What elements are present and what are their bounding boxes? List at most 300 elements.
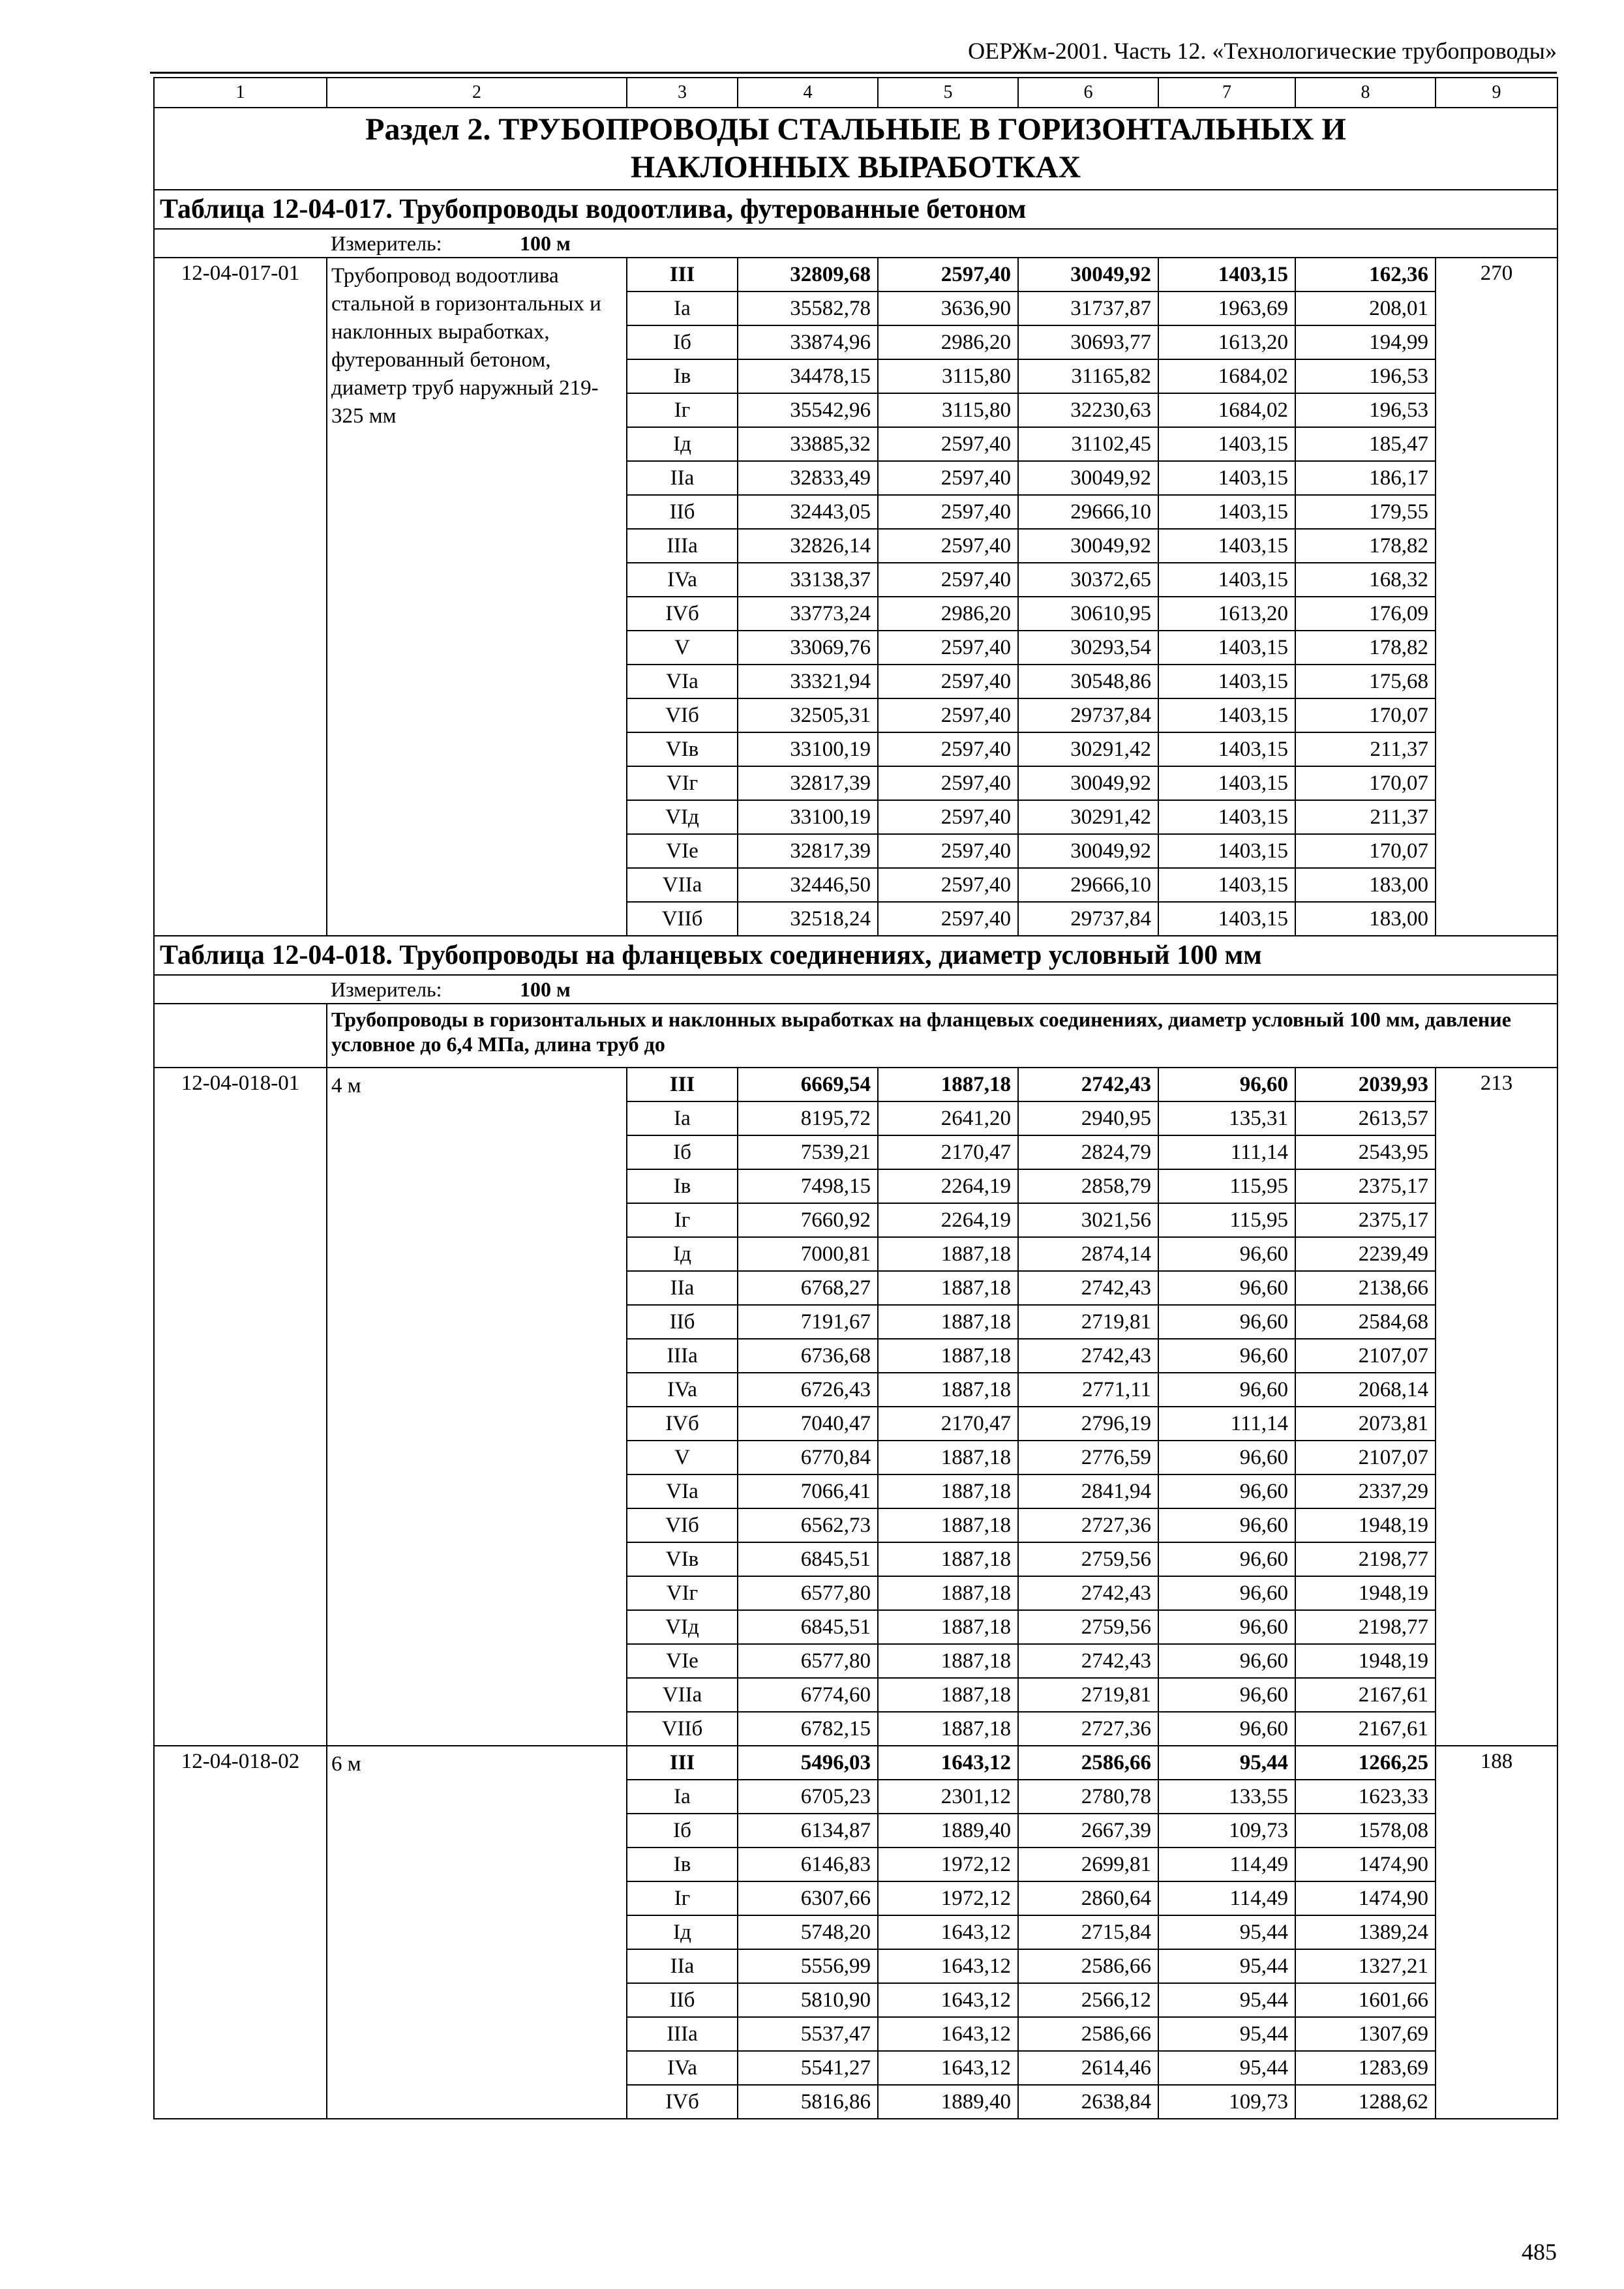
value-cell: 2742,43 xyxy=(1018,1068,1158,1101)
value-cell: 2543,95 xyxy=(1295,1135,1436,1169)
value-cell: 2597,40 xyxy=(878,665,1018,698)
value-cell: 2301,12 xyxy=(878,1780,1018,1814)
value-cell: 29666,10 xyxy=(1018,868,1158,902)
value-cell: 1948,19 xyxy=(1295,1644,1436,1678)
value-cell: 2039,93 xyxy=(1295,1068,1436,1101)
table1-unit-row xyxy=(154,229,1557,258)
value-cell: 1403,15 xyxy=(1158,461,1295,495)
value-cell: 2597,40 xyxy=(878,427,1018,461)
value-cell: 96,60 xyxy=(1158,1474,1295,1508)
value-cell: 35582,78 xyxy=(738,292,878,325)
value-cell: 111,14 xyxy=(1158,1135,1295,1169)
value-cell: 1327,21 xyxy=(1295,1949,1436,1983)
value-cell: 2597,40 xyxy=(878,902,1018,936)
value-cell: 2073,81 xyxy=(1295,1407,1436,1441)
zone-cell: Ia xyxy=(627,292,738,325)
value-cell: 6307,66 xyxy=(738,1881,878,1915)
value-cell: 5816,86 xyxy=(738,2085,878,2119)
value-cell: 211,37 xyxy=(1295,800,1436,834)
value-cell: 30291,42 xyxy=(1018,800,1158,834)
value-cell: 1887,18 xyxy=(878,1068,1018,1101)
running-header: ОЕРЖм-2001. Часть 12. «Технологические трубопроводы» xyxy=(968,38,1557,64)
value-cell: 7040,47 xyxy=(738,1407,878,1441)
zone-cell: VIв xyxy=(627,732,738,766)
value-cell: 7000,81 xyxy=(738,1237,878,1271)
value-cell: 1403,15 xyxy=(1158,902,1295,936)
value-cell: 1613,20 xyxy=(1158,325,1295,359)
column-number-row xyxy=(154,78,1557,108)
table2-subtitle-row xyxy=(154,1004,1557,1068)
value-cell: 30049,92 xyxy=(1018,461,1158,495)
mass-cell: 188 xyxy=(1436,1746,1557,2119)
zone-cell: Iд xyxy=(627,1915,738,1949)
value-cell: 96,60 xyxy=(1158,1542,1295,1576)
rate-code: 12-04-018-02 xyxy=(154,1746,327,2119)
rate-description: Трубопровод водоотлива стальной в горизонтальных и наклонных выработках, футерованный бетоном, диаметр труб наружный 219-325 мм xyxy=(327,258,627,936)
value-cell: 6669,54 xyxy=(738,1068,878,1101)
mass-cell: 270 xyxy=(1436,258,1557,936)
value-cell: 2597,40 xyxy=(878,766,1018,800)
value-cell: 1887,18 xyxy=(878,1576,1018,1610)
value-cell: 194,99 xyxy=(1295,325,1436,359)
value-cell: 2742,43 xyxy=(1018,1576,1158,1610)
value-cell: 2239,49 xyxy=(1295,1237,1436,1271)
zone-cell: V xyxy=(627,631,738,665)
value-cell: 1403,15 xyxy=(1158,258,1295,292)
value-cell: 33874,96 xyxy=(738,325,878,359)
unit-value: 100 м xyxy=(520,232,571,255)
value-cell: 2699,81 xyxy=(1018,1848,1158,1881)
value-cell: 96,60 xyxy=(1158,1271,1295,1305)
value-cell: 196,53 xyxy=(1295,359,1436,393)
table1-unit xyxy=(327,229,1557,258)
zone-cell: III xyxy=(627,258,738,292)
column-number: 5 xyxy=(878,78,1018,108)
rate-code: 12-04-017-01 xyxy=(154,258,327,936)
zone-cell: IVa xyxy=(627,1373,738,1407)
value-cell: 30610,95 xyxy=(1018,597,1158,631)
value-cell: 2375,17 xyxy=(1295,1203,1436,1237)
value-cell: 2107,07 xyxy=(1295,1339,1436,1373)
zone-cell: Iг xyxy=(627,1881,738,1915)
value-cell: 1474,90 xyxy=(1295,1848,1436,1881)
unit-spacer xyxy=(154,975,327,1004)
value-cell: 115,95 xyxy=(1158,1169,1295,1203)
value-cell: 31102,45 xyxy=(1018,427,1158,461)
value-cell: 33885,32 xyxy=(738,427,878,461)
zone-cell: VIIa xyxy=(627,1678,738,1712)
value-cell: 208,01 xyxy=(1295,292,1436,325)
value-cell: 7191,67 xyxy=(738,1305,878,1339)
value-cell: 5541,27 xyxy=(738,2051,878,2085)
zone-cell: VIe xyxy=(627,1644,738,1678)
value-cell: 7539,21 xyxy=(738,1135,878,1169)
value-cell: 32446,50 xyxy=(738,868,878,902)
value-cell: 2719,81 xyxy=(1018,1678,1158,1712)
value-cell: 6562,73 xyxy=(738,1508,878,1542)
value-cell: 5748,20 xyxy=(738,1915,878,1949)
column-number: 7 xyxy=(1158,78,1295,108)
value-cell: 29737,84 xyxy=(1018,902,1158,936)
value-cell: 1887,18 xyxy=(878,1373,1018,1407)
value-cell: 30049,92 xyxy=(1018,529,1158,563)
value-cell: 1887,18 xyxy=(878,1678,1018,1712)
unit-label: Измеритель: xyxy=(331,232,442,255)
value-cell: 7498,15 xyxy=(738,1169,878,1203)
value-cell: 29666,10 xyxy=(1018,495,1158,529)
value-cell: 1403,15 xyxy=(1158,800,1295,834)
zone-cell: Ia xyxy=(627,1780,738,1814)
value-cell: 2858,79 xyxy=(1018,1169,1158,1203)
value-cell: 35542,96 xyxy=(738,393,878,427)
zone-cell: IIб xyxy=(627,495,738,529)
value-cell: 96,60 xyxy=(1158,1610,1295,1644)
value-cell: 30293,54 xyxy=(1018,631,1158,665)
value-cell: 2874,14 xyxy=(1018,1237,1158,1271)
value-cell: 31737,87 xyxy=(1018,292,1158,325)
unit-label: Измеритель: xyxy=(331,978,442,1001)
mass-cell: 213 xyxy=(1436,1068,1557,1746)
value-cell: 1887,18 xyxy=(878,1441,1018,1474)
value-cell: 32833,49 xyxy=(738,461,878,495)
value-cell: 33773,24 xyxy=(738,597,878,631)
value-cell: 6770,84 xyxy=(738,1441,878,1474)
table-row xyxy=(154,1068,1557,1101)
value-cell: 1643,12 xyxy=(878,1915,1018,1949)
table2-unit xyxy=(327,975,1557,1004)
value-cell: 2597,40 xyxy=(878,495,1018,529)
column-number: 3 xyxy=(627,78,738,108)
value-cell: 30548,86 xyxy=(1018,665,1158,698)
value-cell: 1887,18 xyxy=(878,1271,1018,1305)
rate-code: 12-04-018-01 xyxy=(154,1068,327,1746)
zone-cell: VIг xyxy=(627,1576,738,1610)
section-title-row xyxy=(154,108,1557,190)
value-cell: 95,44 xyxy=(1158,1949,1295,1983)
zone-cell: Iб xyxy=(627,325,738,359)
zone-cell: III xyxy=(627,1068,738,1101)
value-cell: 5537,47 xyxy=(738,2017,878,2051)
value-cell: 1972,12 xyxy=(878,1848,1018,1881)
value-cell: 32826,14 xyxy=(738,529,878,563)
value-cell: 33069,76 xyxy=(738,631,878,665)
zone-cell: Iв xyxy=(627,359,738,393)
value-cell: 1887,18 xyxy=(878,1305,1018,1339)
value-cell: 2337,29 xyxy=(1295,1474,1436,1508)
value-cell: 1887,18 xyxy=(878,1644,1018,1678)
value-cell: 2584,68 xyxy=(1295,1305,1436,1339)
value-cell: 2719,81 xyxy=(1018,1305,1158,1339)
zone-cell: VIIa xyxy=(627,868,738,902)
value-cell: 135,31 xyxy=(1158,1101,1295,1135)
value-cell: 1643,12 xyxy=(878,1983,1018,2017)
value-cell: 2824,79 xyxy=(1018,1135,1158,1169)
value-cell: 1403,15 xyxy=(1158,868,1295,902)
value-cell: 6726,43 xyxy=(738,1373,878,1407)
value-cell: 96,60 xyxy=(1158,1644,1295,1678)
zone-cell: VIв xyxy=(627,1542,738,1576)
value-cell: 2597,40 xyxy=(878,732,1018,766)
value-cell: 2597,40 xyxy=(878,631,1018,665)
value-cell: 109,73 xyxy=(1158,2085,1295,2119)
value-cell: 186,17 xyxy=(1295,461,1436,495)
zone-cell: IVa xyxy=(627,2051,738,2085)
zone-cell: VIд xyxy=(627,800,738,834)
value-cell: 1623,33 xyxy=(1295,1780,1436,1814)
value-cell: 33100,19 xyxy=(738,800,878,834)
value-cell: 176,09 xyxy=(1295,597,1436,631)
zone-cell: VIa xyxy=(627,665,738,698)
value-cell: 178,82 xyxy=(1295,631,1436,665)
value-cell: 2170,47 xyxy=(878,1407,1018,1441)
section-title xyxy=(154,108,1557,190)
zone-cell: IVa xyxy=(627,563,738,597)
value-cell: 1887,18 xyxy=(878,1508,1018,1542)
value-cell: 6782,15 xyxy=(738,1712,878,1746)
value-cell: 3636,90 xyxy=(878,292,1018,325)
value-cell: 111,14 xyxy=(1158,1407,1295,1441)
value-cell: 115,95 xyxy=(1158,1203,1295,1237)
value-cell: 96,60 xyxy=(1158,1678,1295,1712)
value-cell: 2727,36 xyxy=(1018,1508,1158,1542)
value-cell: 30372,65 xyxy=(1018,563,1158,597)
value-cell: 183,00 xyxy=(1295,902,1436,936)
zone-cell: VIд xyxy=(627,1610,738,1644)
value-cell: 2167,61 xyxy=(1295,1712,1436,1746)
value-cell: 1948,19 xyxy=(1295,1508,1436,1542)
value-cell: 96,60 xyxy=(1158,1712,1295,1746)
value-cell: 32817,39 xyxy=(738,834,878,868)
value-cell: 1887,18 xyxy=(878,1237,1018,1271)
value-cell: 2586,66 xyxy=(1018,1746,1158,1780)
zone-cell: VIб xyxy=(627,1508,738,1542)
value-cell: 2742,43 xyxy=(1018,1271,1158,1305)
value-cell: 1684,02 xyxy=(1158,359,1295,393)
value-cell: 95,44 xyxy=(1158,2051,1295,2085)
column-number: 9 xyxy=(1436,78,1557,108)
value-cell: 175,68 xyxy=(1295,665,1436,698)
value-cell: 30291,42 xyxy=(1018,732,1158,766)
table1-title: Таблица 12-04-017. Трубопроводы водоотлива, футерованные бетоном xyxy=(154,190,1557,229)
zone-cell: IIIa xyxy=(627,529,738,563)
zone-cell: Iг xyxy=(627,1203,738,1237)
value-cell: 1887,18 xyxy=(878,1712,1018,1746)
value-cell: 2597,40 xyxy=(878,529,1018,563)
zone-cell: IVб xyxy=(627,1407,738,1441)
value-cell: 2986,20 xyxy=(878,597,1018,631)
value-cell: 185,47 xyxy=(1295,427,1436,461)
zone-cell: IIa xyxy=(627,461,738,495)
value-cell: 2198,77 xyxy=(1295,1542,1436,1576)
value-cell: 1403,15 xyxy=(1158,698,1295,732)
value-cell: 1389,24 xyxy=(1295,1915,1436,1949)
value-cell: 2776,59 xyxy=(1018,1441,1158,1474)
value-cell: 30049,92 xyxy=(1018,766,1158,800)
column-number: 8 xyxy=(1295,78,1436,108)
value-cell: 96,60 xyxy=(1158,1068,1295,1101)
value-cell: 32809,68 xyxy=(738,258,878,292)
value-cell: 2860,64 xyxy=(1018,1881,1158,1915)
value-cell: 3021,56 xyxy=(1018,1203,1158,1237)
value-cell: 1403,15 xyxy=(1158,563,1295,597)
value-cell: 2841,94 xyxy=(1018,1474,1158,1508)
value-cell: 162,36 xyxy=(1295,258,1436,292)
rate-description: 4 м xyxy=(327,1068,627,1746)
zone-cell: VIIб xyxy=(627,1712,738,1746)
value-cell: 1887,18 xyxy=(878,1474,1018,1508)
value-cell: 1283,69 xyxy=(1295,2051,1436,2085)
value-cell: 1266,25 xyxy=(1295,1746,1436,1780)
column-number: 2 xyxy=(327,78,627,108)
value-cell: 6146,83 xyxy=(738,1848,878,1881)
value-cell: 2614,46 xyxy=(1018,2051,1158,2085)
value-cell: 2597,40 xyxy=(878,461,1018,495)
value-cell: 1403,15 xyxy=(1158,665,1295,698)
value-cell: 2742,43 xyxy=(1018,1644,1158,1678)
value-cell: 6845,51 xyxy=(738,1610,878,1644)
value-cell: 1887,18 xyxy=(878,1610,1018,1644)
value-cell: 96,60 xyxy=(1158,1339,1295,1373)
value-cell: 2586,66 xyxy=(1018,2017,1158,2051)
value-cell: 2613,57 xyxy=(1295,1101,1436,1135)
unit-spacer xyxy=(154,229,327,258)
value-cell: 32518,24 xyxy=(738,902,878,936)
value-cell: 178,82 xyxy=(1295,529,1436,563)
value-cell: 2170,47 xyxy=(878,1135,1018,1169)
value-cell: 2597,40 xyxy=(878,563,1018,597)
value-cell: 2068,14 xyxy=(1295,1373,1436,1407)
value-cell: 170,07 xyxy=(1295,698,1436,732)
page-number: 485 xyxy=(1522,2239,1557,2265)
value-cell: 5810,90 xyxy=(738,1983,878,2017)
value-cell: 1889,40 xyxy=(878,2085,1018,2119)
value-cell: 3115,80 xyxy=(878,359,1018,393)
value-cell: 1643,12 xyxy=(878,1746,1018,1780)
value-cell: 1403,15 xyxy=(1158,631,1295,665)
value-cell: 31165,82 xyxy=(1018,359,1158,393)
value-cell: 1972,12 xyxy=(878,1881,1018,1915)
value-cell: 2264,19 xyxy=(878,1203,1018,1237)
value-cell: 179,55 xyxy=(1295,495,1436,529)
value-cell: 5556,99 xyxy=(738,1949,878,1983)
value-cell: 32817,39 xyxy=(738,766,878,800)
value-cell: 2759,56 xyxy=(1018,1542,1158,1576)
value-cell: 2667,39 xyxy=(1018,1814,1158,1848)
value-cell: 6705,23 xyxy=(738,1780,878,1814)
zone-cell: IVб xyxy=(627,2085,738,2119)
value-cell: 1403,15 xyxy=(1158,834,1295,868)
value-cell: 168,32 xyxy=(1295,563,1436,597)
value-cell: 7066,41 xyxy=(738,1474,878,1508)
value-cell: 1403,15 xyxy=(1158,495,1295,529)
value-cell: 1403,15 xyxy=(1158,766,1295,800)
column-number: 4 xyxy=(738,78,878,108)
value-cell: 2638,84 xyxy=(1018,2085,1158,2119)
value-cell: 2264,19 xyxy=(878,1169,1018,1203)
value-cell: 1474,90 xyxy=(1295,1881,1436,1915)
value-cell: 211,37 xyxy=(1295,732,1436,766)
value-cell: 2597,40 xyxy=(878,698,1018,732)
value-cell: 1887,18 xyxy=(878,1339,1018,1373)
value-cell: 33100,19 xyxy=(738,732,878,766)
value-cell: 196,53 xyxy=(1295,393,1436,427)
zone-cell: Iд xyxy=(627,427,738,461)
table2-subtitle: Трубопроводы в горизонтальных и наклонных выработках на фланцевых соединениях, диаметр условный 100 мм, давление условное до 6,4 МПа, длина труб до xyxy=(327,1004,1557,1068)
table-row xyxy=(154,1746,1557,1780)
value-cell: 7660,92 xyxy=(738,1203,878,1237)
value-cell: 8195,72 xyxy=(738,1101,878,1135)
value-cell: 6736,68 xyxy=(738,1339,878,1373)
value-cell: 2759,56 xyxy=(1018,1610,1158,1644)
value-cell: 2566,12 xyxy=(1018,1983,1158,2017)
table-row xyxy=(154,258,1557,292)
value-cell: 2597,40 xyxy=(878,834,1018,868)
value-cell: 1601,66 xyxy=(1295,1983,1436,2017)
column-number: 6 xyxy=(1018,78,1158,108)
value-cell: 96,60 xyxy=(1158,1373,1295,1407)
zone-cell: V xyxy=(627,1441,738,1474)
value-cell: 6134,87 xyxy=(738,1814,878,1848)
section-title-line2: НАКЛОННЫХ ВЫРАБОТКАХ xyxy=(630,150,1081,185)
value-cell: 32443,05 xyxy=(738,495,878,529)
zone-cell: IIIa xyxy=(627,1339,738,1373)
value-cell: 1963,69 xyxy=(1158,292,1295,325)
rate-description: 6 м xyxy=(327,1746,627,2119)
value-cell: 1948,19 xyxy=(1295,1576,1436,1610)
zone-cell: Iв xyxy=(627,1848,738,1881)
value-cell: 32505,31 xyxy=(738,698,878,732)
value-cell: 2586,66 xyxy=(1018,1949,1158,1983)
zone-cell: Iг xyxy=(627,393,738,427)
value-cell: 1403,15 xyxy=(1158,427,1295,461)
value-cell: 6577,80 xyxy=(738,1576,878,1610)
value-cell: 34478,15 xyxy=(738,359,878,393)
value-cell: 95,44 xyxy=(1158,1983,1295,2017)
zone-cell: VIa xyxy=(627,1474,738,1508)
value-cell: 2715,84 xyxy=(1018,1915,1158,1949)
value-cell: 1643,12 xyxy=(878,1949,1018,1983)
value-cell: 6845,51 xyxy=(738,1542,878,1576)
value-cell: 170,07 xyxy=(1295,766,1436,800)
value-cell: 30693,77 xyxy=(1018,325,1158,359)
value-cell: 2597,40 xyxy=(878,800,1018,834)
value-cell: 2167,61 xyxy=(1295,1678,1436,1712)
value-cell: 2198,77 xyxy=(1295,1610,1436,1644)
subtitle-spacer xyxy=(154,1004,327,1068)
value-cell: 2138,66 xyxy=(1295,1271,1436,1305)
value-cell: 1889,40 xyxy=(878,1814,1018,1848)
value-cell: 5496,03 xyxy=(738,1746,878,1780)
value-cell: 96,60 xyxy=(1158,1305,1295,1339)
zone-cell: III xyxy=(627,1746,738,1780)
value-cell: 114,49 xyxy=(1158,1848,1295,1881)
value-cell: 2796,19 xyxy=(1018,1407,1158,1441)
value-cell: 29737,84 xyxy=(1018,698,1158,732)
unit-value: 100 м xyxy=(520,978,571,1001)
zone-cell: IVб xyxy=(627,597,738,631)
section-title-line1: Раздел 2. ТРУБОПРОВОДЫ СТАЛЬНЫЕ В ГОРИЗОНТАЛЬНЫХ И xyxy=(365,112,1346,147)
value-cell: 2771,11 xyxy=(1018,1373,1158,1407)
zone-cell: IIa xyxy=(627,1949,738,1983)
value-cell: 30049,92 xyxy=(1018,834,1158,868)
value-cell: 2107,07 xyxy=(1295,1441,1436,1474)
table2-title: Таблица 12-04-018. Трубопроводы на фланцевых соединениях, диаметр условный 100 мм xyxy=(154,936,1557,975)
value-cell: 6768,27 xyxy=(738,1271,878,1305)
zone-cell: Iв xyxy=(627,1169,738,1203)
price-table xyxy=(153,77,1558,2119)
value-cell: 1403,15 xyxy=(1158,529,1295,563)
value-cell: 6577,80 xyxy=(738,1644,878,1678)
